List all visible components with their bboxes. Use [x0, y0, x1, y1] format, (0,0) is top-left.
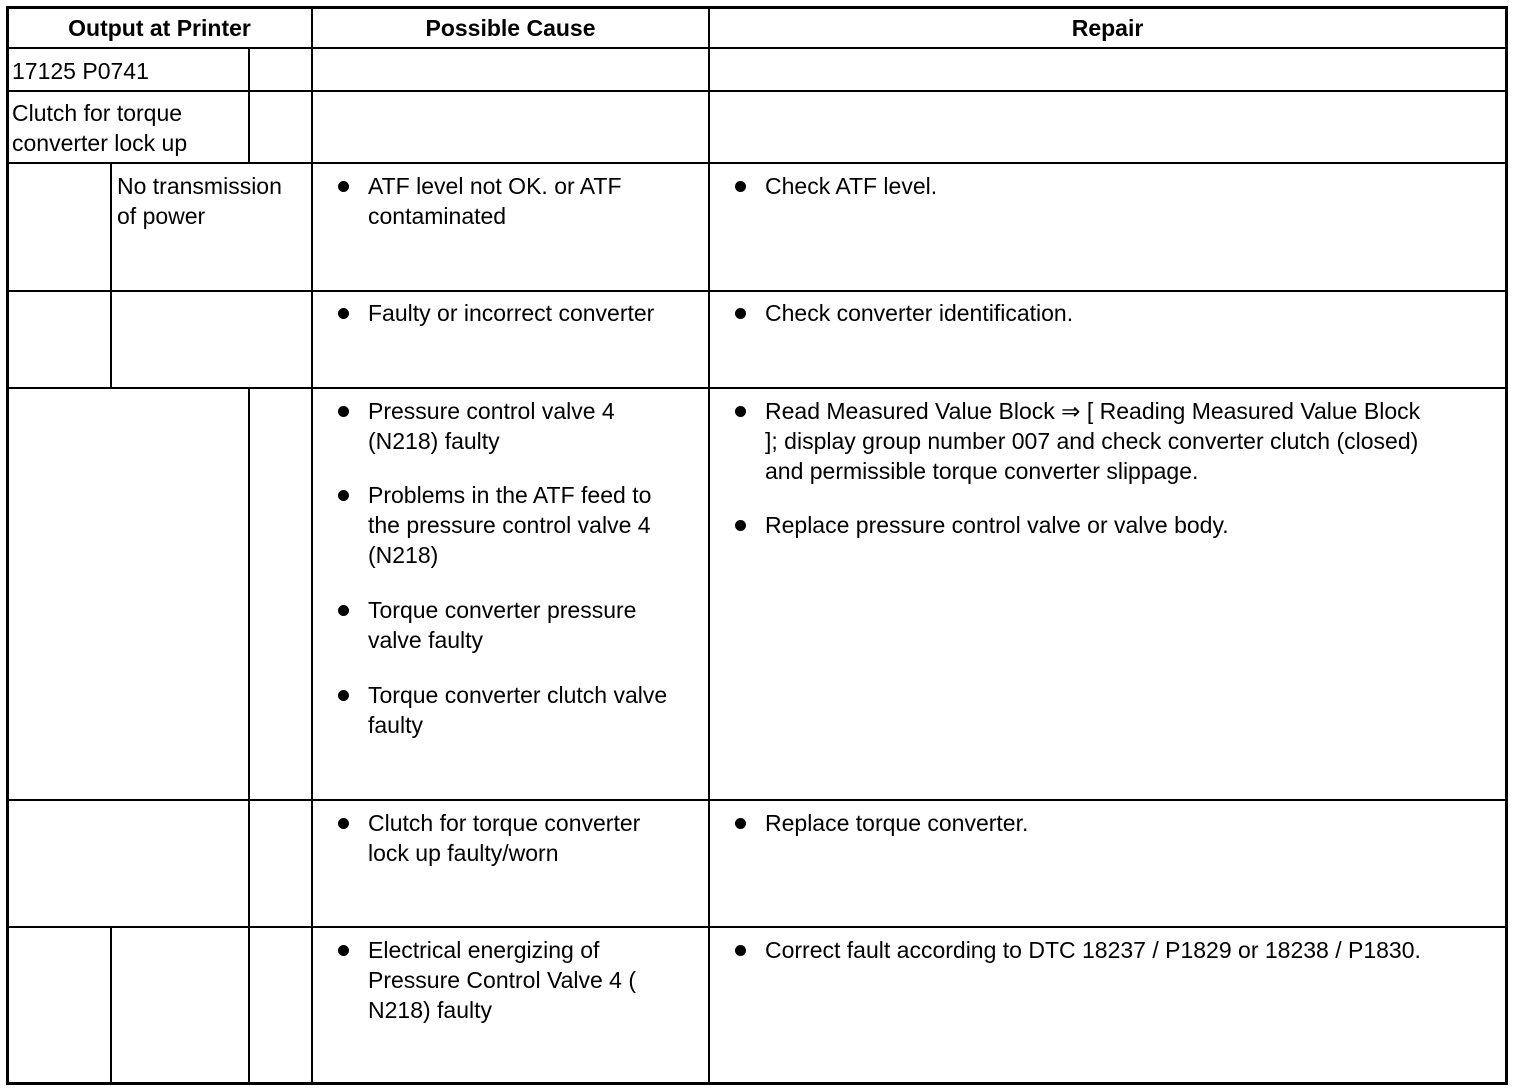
cause-item: Clutch for torque converter lock up faulty/worn — [368, 810, 641, 866]
cause-item: Pressure control valve 4 (N218) faulty — [368, 398, 615, 454]
fault-code: 17125 P0741 — [12, 58, 149, 84]
table-border-top — [6, 6, 1508, 9]
rule-row2 — [6, 387, 1508, 389]
rule-code — [6, 90, 1508, 92]
rule-component — [6, 162, 1508, 164]
rule-col-sub1 — [110, 926, 112, 1085]
rule-row3 — [6, 799, 1508, 801]
rule-row1 — [6, 290, 1508, 292]
header-repair: Repair — [1071, 15, 1144, 41]
symptom: No transmission of power — [117, 173, 282, 229]
table-border-bottom — [6, 1082, 1508, 1085]
table-border-right — [1505, 6, 1508, 1085]
rule-header — [6, 47, 1508, 49]
repair-item: Replace torque converter. — [765, 810, 1029, 836]
repair-item: Replace pressure control valve or valve body. — [765, 512, 1229, 538]
repair-item: Correct fault according to DTC 18237 / P1829 or 18238 / P1830. — [765, 937, 1421, 963]
rule-col-sub2 — [248, 47, 250, 163]
cause-item: Electrical energizing of Pressure Control Valve 4 ( N218) faulty — [368, 937, 637, 1023]
cause-item: Problems in the ATF feed to the pressure control valve 4 (N218) — [368, 482, 652, 568]
header-possible-cause: Possible Cause — [425, 15, 596, 41]
cause-item: Torque converter clutch valve faulty — [368, 682, 668, 738]
rule-col-sub2 — [248, 387, 250, 1085]
cause-item: Faulty or incorrect converter — [368, 300, 655, 326]
repair-item: Check ATF level. — [765, 173, 938, 199]
cause-item: Torque converter pressure valve faulty — [368, 597, 637, 653]
cause-item: ATF level not OK. or ATF contaminated — [368, 173, 622, 229]
rule-col-repair — [708, 6, 710, 1085]
rule-col-sub1 — [110, 162, 112, 388]
repair-item: Check converter identification. — [765, 300, 1074, 326]
header-output-at-printer: Output at Printer — [68, 15, 251, 41]
rule-row4 — [6, 926, 1508, 928]
table-border-left — [6, 6, 9, 1085]
repair-item: Read Measured Value Block ⇒ [ Reading Measured Value Block ]; display group number 007 and check converter clutch (closed) and permissible torque converter slippage. — [765, 398, 1421, 484]
component-name: Clutch for torque converter lock up — [12, 100, 188, 156]
rule-col-cause — [311, 6, 313, 1085]
